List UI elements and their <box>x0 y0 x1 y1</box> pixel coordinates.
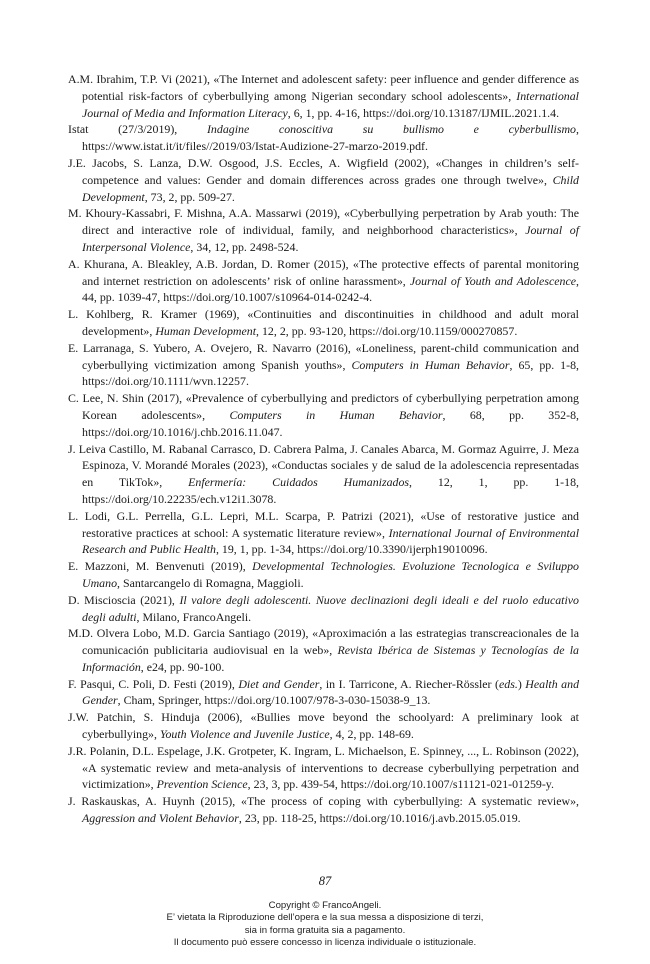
reference-list <box>68 71 579 827</box>
reference-text: , 4, 2, pp. 148-69. <box>329 727 414 742</box>
reference-text: E. Mazzoni, M. Benvenuti (2019), <box>68 559 253 574</box>
reference-text: , https://www.istat.it/it/files//2019/03/Istat-Audizione-27-marzo-2019.pdf. <box>82 122 579 154</box>
reference-italic-text: Health and Gender <box>82 676 580 708</box>
reference-text: , 23, pp. 118-25, https://doi.org/10.1016/j.avb.2015.05.019. <box>238 811 521 826</box>
reference-italic-text: Enfermería: Cuidados Humanizados <box>188 475 410 490</box>
reference-text: , in I. Tarricone, A. Riecher-Rössler ( <box>319 676 499 691</box>
reference-text: E. Larranaga, S. Yubero, A. Ovejero, R. Navarro (2016), «Loneliness, parent-child communication and cyberbullying victimization among Spanish youths», <box>68 340 579 372</box>
reference-italic-text: Journal of Interpersonal Violence <box>82 223 580 254</box>
reference-text: D. Miscioscia (2021), <box>68 592 180 607</box>
reference-entry <box>68 625 579 675</box>
reference-entry <box>68 793 579 827</box>
reference-italic-text: Computers in Human Behavior <box>229 407 443 422</box>
reference-entry <box>68 256 579 306</box>
reference-text: , 73, 2, pp. 509-27. <box>144 189 235 204</box>
reference-text: , Milano, FrancoAngeli. <box>136 609 252 624</box>
reference-entry <box>68 155 579 205</box>
reference-italic-text: eds. <box>498 676 518 691</box>
reference-italic-text: Youth Violence and Juvenile Justice <box>159 727 330 742</box>
reference-italic-text: Aggression and Violent Behavior <box>82 811 239 826</box>
reference-text: M. Khoury-Kassabri, F. Mishna, A.A. Massarwi (2019), «Cyberbullying perpetration by Arab youth: The direct and interactive role of individual, family, and neighborhood characteristics», <box>68 206 579 238</box>
footer-free-or-paid-notice: sia in forma gratuita sia a pagamento. <box>244 924 406 936</box>
reference-entry <box>68 676 579 710</box>
reference-italic-text: Il valore degli adolescenti. Nuove declinazioni degli ideali e del ruolo educativo degli adulti <box>82 592 579 624</box>
reference-italic-text: Indagine conoscitiva su bullismo e cyberbullismo <box>206 122 577 137</box>
reference-text: , Cham, Springer, https://doi.org/10.1007/978-3-030-15038-9_13. <box>117 693 431 708</box>
reference-text: ) <box>517 676 526 691</box>
reference-text: J.W. Patchin, S. Hinduja (2006), «Bullies move beyond the schoolyard: A preliminary look at cyberbullying», <box>68 710 579 742</box>
reference-text: , 44, pp. 1039-47, https://doi.org/10.1007/s10964-014-0242-4. <box>82 273 579 305</box>
reference-text: , e24, pp. 90-100. <box>140 659 225 674</box>
reference-text: Istat (27/3/2019), <box>68 122 207 137</box>
reference-text: , 34, 12, pp. 2498-524. <box>190 239 299 254</box>
reference-italic-text: International Journal of Environmental Research and Public Health <box>82 525 579 557</box>
reference-italic-text: Human Development <box>155 323 257 338</box>
reference-text: J.E. Jacobs, S. Lanza, D.W. Osgood, J.S. Eccles, A. Wigfield (2002), «Changes in children’s self-competence and values: Gender and domain differences across grades one through twelve», <box>68 155 579 187</box>
reference-text: , 12, 2, pp. 93-120, https://doi.org/10.1159/000270857. <box>256 323 518 338</box>
reference-italic-text: Child Development <box>82 172 579 204</box>
reference-text: A. Khurana, A. Bleakley, A.B. Jordan, D. Romer (2015), «The protective effects of parental monitoring and internet restriction on adolescents’ risk of online harassment», <box>68 256 579 288</box>
reference-text: F. Pasqui, C. Poli, D. Festi (2019), <box>68 676 239 691</box>
footer-license-notice: Il documento può essere concesso in licenza individuale o istituzionale. <box>173 936 477 948</box>
reference-text: J. Leiva Castillo, M. Rabanal Carrasco, D. Cabrera Palma, J. Canales Abarca, M. Gormaz Aguirre, J. Meza Espinoza, V. Morandé Morales (2023), «Conductas sociales y de salud de la adolescencia representadas en TikTok», <box>68 441 579 490</box>
reference-entry <box>68 306 579 340</box>
reference-entry <box>68 71 579 121</box>
reference-italic-text: Diet and Gender <box>238 676 320 691</box>
reference-entry <box>68 340 579 390</box>
reference-text: J. Raskauskas, A. Huynh (2015), «The process of coping with cyberbullying: A systematic review», <box>68 794 579 809</box>
reference-text: L. Lodi, G.L. Perrella, G.L. Lepri, M.L. Scarpa, P. Patrizi (2021), «Use of restorative justice and restorative practices at school: A systematic literature review», <box>68 508 579 540</box>
reference-italic-text: Prevention Science <box>156 777 248 792</box>
reference-entry <box>68 508 579 558</box>
reference-text: , 12, 1, pp. 1-18, https://doi.org/10.22235/ech.v12i1.3078. <box>82 475 580 506</box>
reference-entry <box>68 205 579 255</box>
reference-text: M.D. Olvera Lobo, M.D. Garcia Santiago (2019), «Aproximación a las estrategias transcreacionales de la comunicación publicitaria audiovisual en la web», <box>68 626 579 658</box>
reference-text: , 68, pp. 352-8, https://doi.org/10.1016/j.chb.2016.11.047. <box>82 407 579 439</box>
reference-italic-text: Revista Ibérica de Sistemas y Tecnologías de la Información <box>82 643 579 674</box>
reference-text: A.M. Ibrahim, T.P. Vi (2021), «The Internet and adolescent safety: peer influence and gender difference as potential risk-factors of cyberbullying among Nigerian secondary school adolescents», <box>68 72 579 103</box>
reference-entry <box>68 441 579 508</box>
reference-text: , 6, 1, pp. 4-16, https://doi.org/10.13187/IJMIL.2021.1.4. <box>287 105 560 120</box>
page-number: 87 <box>318 874 332 888</box>
reference-text: L. Kohlberg, R. Kramer (1969), «Continuities and discontinuities in childhood and adult moral development», <box>68 307 579 338</box>
reference-entry <box>68 709 579 743</box>
copyright-footer <box>0 900 650 949</box>
reference-entry <box>68 390 579 440</box>
reference-text: C. Lee, N. Shin (2017), «Prevalence of cyberbullying and predictors of cyberbullying perpetration among Korean adolescents», <box>68 391 579 422</box>
reference-text: , 65, pp. 1-8, https://doi.org/10.1111/wvn.12257. <box>82 357 580 389</box>
reference-text: , 19, 1, pp. 1-34, https://doi.org/10.3390/ijerph19010096. <box>215 542 488 557</box>
reference-italic-text: Computers in Human Behavior <box>351 357 510 372</box>
reference-entry <box>68 743 579 793</box>
reference-text: , Santarcangelo di Romagna, Maggioli. <box>117 575 304 590</box>
reference-italic-text: Journal of Youth and Adolescence <box>409 273 577 288</box>
reference-entry <box>68 558 579 592</box>
reference-italic-text: International Journal of Media and Information Literacy <box>82 88 579 120</box>
reference-entry <box>68 121 579 155</box>
footer-copyright-line: Copyright © FrancoAngeli. <box>268 900 382 911</box>
reference-entry <box>68 592 579 626</box>
reference-italic-text: Developmental Technologies. Evoluzione Tecnologica e Sviluppo Umano <box>82 559 579 590</box>
reference-text: J.R. Polanin, D.L. Espelage, J.K. Grotpeter, K. Ingram, L. Michaelson, E. Spinney, ..., L. Robinson (2022), «A systematic review and meta-analysis of interventions to decrease cyberbullying perpetration and victimization», <box>68 743 579 792</box>
reference-text: , 23, 3, pp. 439-54, https://doi.org/10.1007/s11121-021-01259-y. <box>247 777 554 792</box>
footer-reproduction-notice: E’ vietata la Riproduzione dell’opera e la sua messa a disposizione di terzi, <box>166 912 484 924</box>
